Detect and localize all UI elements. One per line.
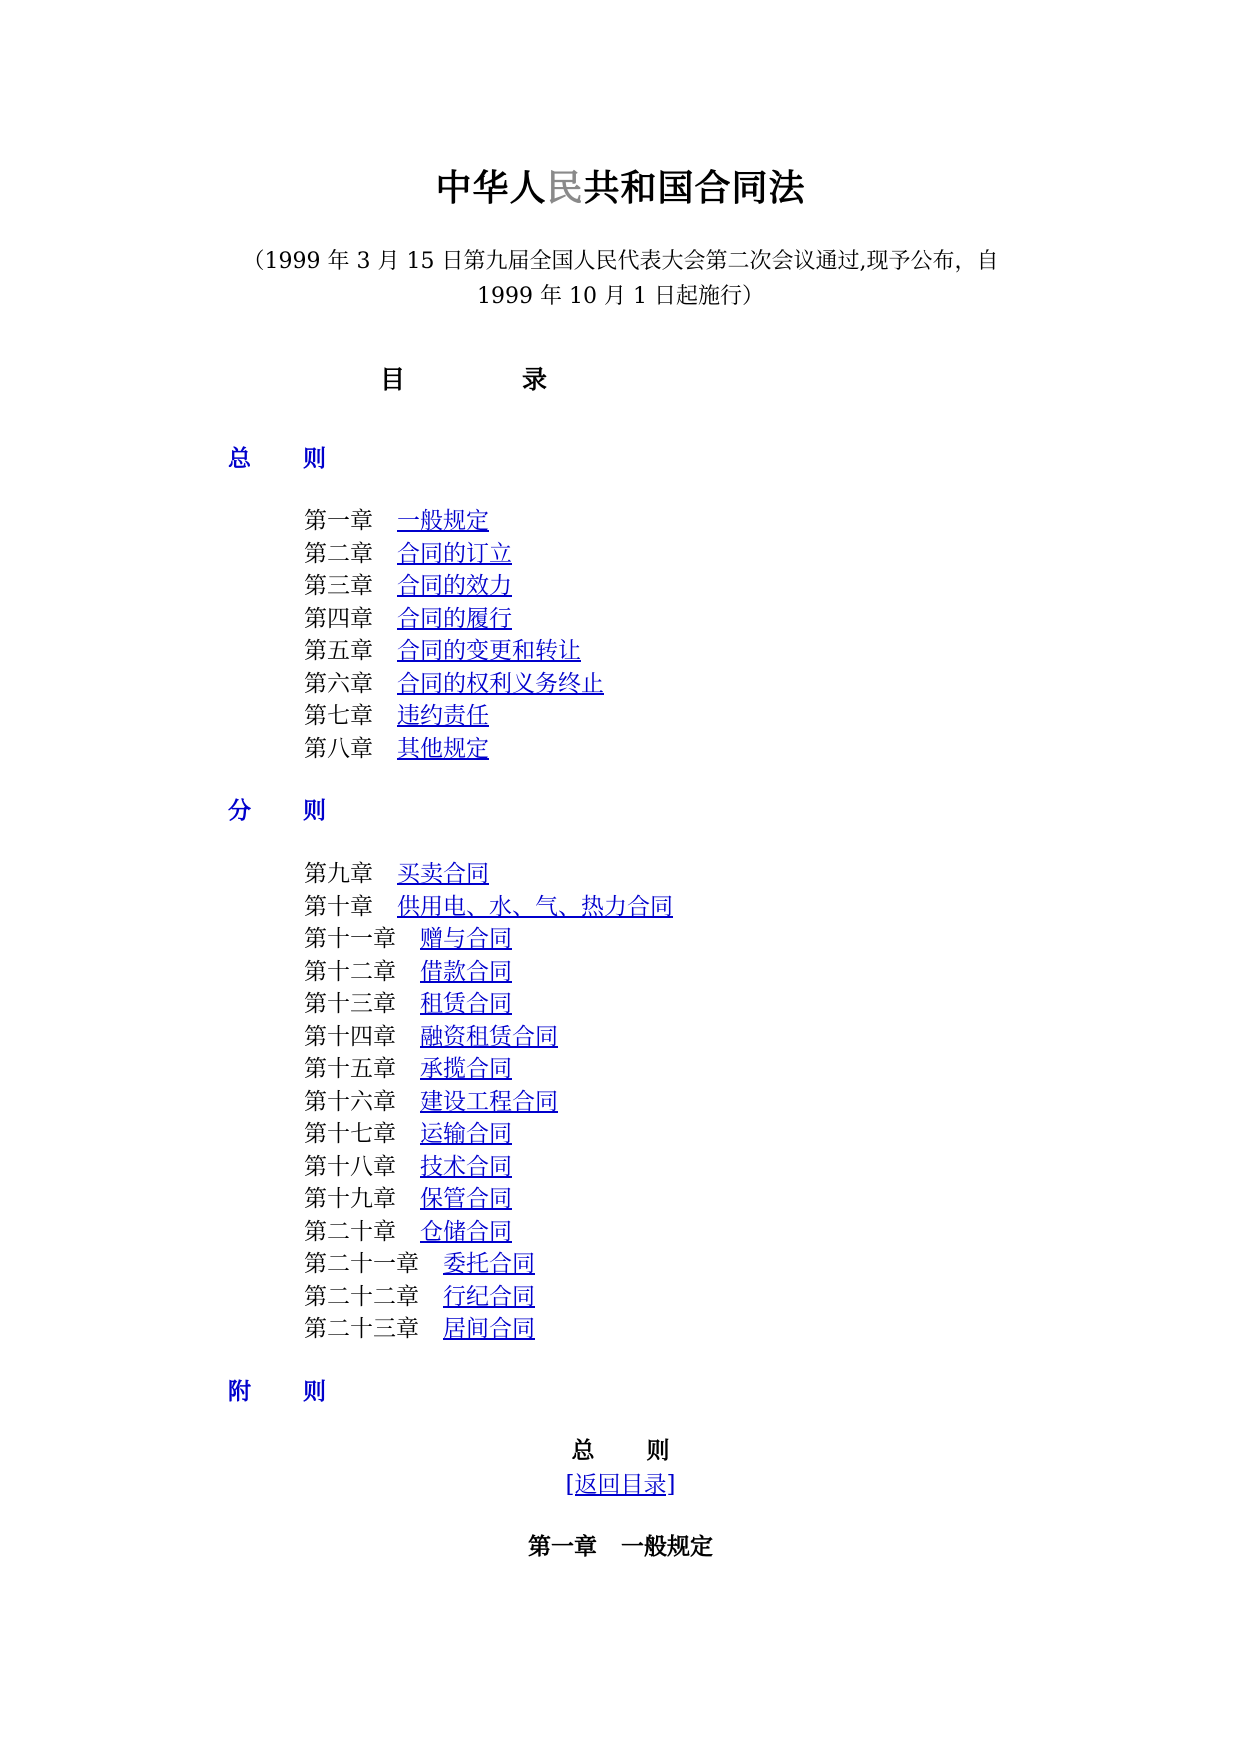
chapter-link[interactable]: 合同的效力 <box>397 573 512 599</box>
return-to-toc-link[interactable]: [返回目录] <box>565 1472 676 1498</box>
section-heading-char2: 则 <box>646 1437 670 1464</box>
chapter-number: 第二章 <box>304 541 373 567</box>
toc-heading-char1: 目 <box>380 365 406 394</box>
subtitle-line-2: 1999 年 10 月 1 日起施行） <box>477 284 764 309</box>
toc-chapter-row <box>304 1180 512 1213</box>
chapter-link[interactable]: 租赁合同 <box>420 991 512 1017</box>
chapter-number: 第十七章 <box>304 1121 396 1147</box>
chapter-one-number: 第一章 <box>528 1533 597 1560</box>
part-specific-char1: 分 <box>228 797 251 824</box>
chapter-link[interactable]: 行纪合同 <box>443 1284 535 1310</box>
chapter-link[interactable]: 违约责任 <box>397 703 489 729</box>
chapter-link[interactable]: 借款合同 <box>420 959 512 985</box>
chapter-number: 第五章 <box>304 638 373 664</box>
chapter-link[interactable]: 运输合同 <box>420 1121 512 1147</box>
toc-chapter-row <box>304 665 604 698</box>
chapter-link[interactable]: 仓储合同 <box>420 1219 512 1245</box>
chapter-link[interactable]: 合同的变更和转让 <box>397 638 581 664</box>
toc-part-specific-link[interactable] <box>228 792 326 825</box>
chapter-link[interactable]: 合同的权利义务终止 <box>397 671 604 697</box>
chapter-number: 第十二章 <box>304 959 396 985</box>
chapter-number: 第二十二章 <box>304 1284 419 1310</box>
subtitle-line-1: （1999 年 3 月 15 日第九届全国人民代表大会第二次会议通过,现予公布，自 <box>242 249 999 274</box>
toc-chapter-row <box>304 502 489 535</box>
chapter-link[interactable]: 融资租赁合同 <box>420 1024 558 1050</box>
chapter-number: 第一章 <box>304 508 373 534</box>
chapter-number: 第九章 <box>304 861 373 887</box>
part-supplementary-char1: 附 <box>228 1378 251 1405</box>
chapter-number: 第十五章 <box>304 1056 396 1082</box>
toc-chapter-row <box>304 888 673 921</box>
part-general-char1: 总 <box>228 445 251 472</box>
toc-chapter-row <box>304 855 489 888</box>
chapter-number: 第二十三章 <box>304 1316 419 1342</box>
toc-chapter-row <box>304 953 512 986</box>
toc-part-supplementary-link[interactable] <box>228 1373 326 1406</box>
chapter-link[interactable]: 承揽合同 <box>420 1056 512 1082</box>
toc-chapter-row <box>304 730 489 763</box>
toc-chapter-row <box>304 697 489 730</box>
chapter-link[interactable]: 供用电、水、气、热力合同 <box>397 894 673 920</box>
chapter-number: 第三章 <box>304 573 373 599</box>
chapter-link[interactable]: 合同的订立 <box>397 541 512 567</box>
toc-chapter-row <box>304 1018 558 1051</box>
toc-chapter-row <box>304 1148 512 1181</box>
toc-chapter-row <box>304 567 512 600</box>
section-heading-char1: 总 <box>571 1437 595 1464</box>
chapter-number: 第十一章 <box>304 926 396 952</box>
chapter-one-heading <box>0 1528 1241 1561</box>
toc-chapter-row <box>304 920 512 953</box>
chapter-number: 第二十章 <box>304 1219 396 1245</box>
chapter-link[interactable]: 一般规定 <box>397 508 489 534</box>
chapter-number: 第六章 <box>304 671 373 697</box>
title-part1: 中华人 <box>435 167 547 209</box>
toc-chapter-row <box>304 535 512 568</box>
chapter-number: 第十六章 <box>304 1089 396 1115</box>
part-general-char2: 则 <box>303 445 326 472</box>
chapter-link[interactable]: 合同的履行 <box>397 606 512 632</box>
return-link-row <box>0 1466 1241 1499</box>
chapter-one-title: 一般规定 <box>621 1533 713 1560</box>
chapter-link[interactable]: 保管合同 <box>420 1186 512 1212</box>
chapter-number: 第十三章 <box>304 991 396 1017</box>
chapter-number: 第十八章 <box>304 1154 396 1180</box>
part-specific-char2: 则 <box>303 797 326 824</box>
toc-part-general-link[interactable] <box>228 440 326 473</box>
section-heading-general <box>0 1432 1241 1465</box>
toc-chapter-row <box>304 1083 558 1116</box>
toc-chapter-row <box>304 1310 535 1343</box>
document-title <box>0 160 1241 211</box>
toc-chapter-row <box>304 1050 512 1083</box>
toc-chapter-row <box>304 1213 512 1246</box>
chapter-link[interactable]: 居间合同 <box>443 1316 535 1342</box>
toc-chapter-row <box>304 1278 535 1311</box>
chapter-link[interactable]: 委托合同 <box>443 1251 535 1277</box>
chapter-number: 第四章 <box>304 606 373 632</box>
chapter-link[interactable]: 建设工程合同 <box>420 1089 558 1115</box>
toc-heading-char2: 录 <box>522 365 548 394</box>
chapter-link[interactable]: 其他规定 <box>397 736 489 762</box>
toc-chapter-row <box>304 1115 512 1148</box>
chapter-number: 第八章 <box>304 736 373 762</box>
chapter-link[interactable]: 赠与合同 <box>420 926 512 952</box>
part-supplementary-char2: 则 <box>303 1378 326 1405</box>
toc-chapter-row <box>304 1245 535 1278</box>
title-special-char: 民 <box>546 167 584 209</box>
chapter-number: 第十九章 <box>304 1186 396 1212</box>
chapter-link[interactable]: 技术合同 <box>420 1154 512 1180</box>
toc-chapter-row <box>304 985 512 1018</box>
chapter-number: 第二十一章 <box>304 1251 419 1277</box>
chapter-number: 第十四章 <box>304 1024 396 1050</box>
chapter-number: 第七章 <box>304 703 373 729</box>
chapter-link[interactable]: 买卖合同 <box>397 861 489 887</box>
title-part2: 共和国合同法 <box>583 167 806 209</box>
toc-chapter-row <box>304 600 512 633</box>
toc-chapter-row <box>304 632 581 665</box>
chapter-number: 第十章 <box>304 894 373 920</box>
